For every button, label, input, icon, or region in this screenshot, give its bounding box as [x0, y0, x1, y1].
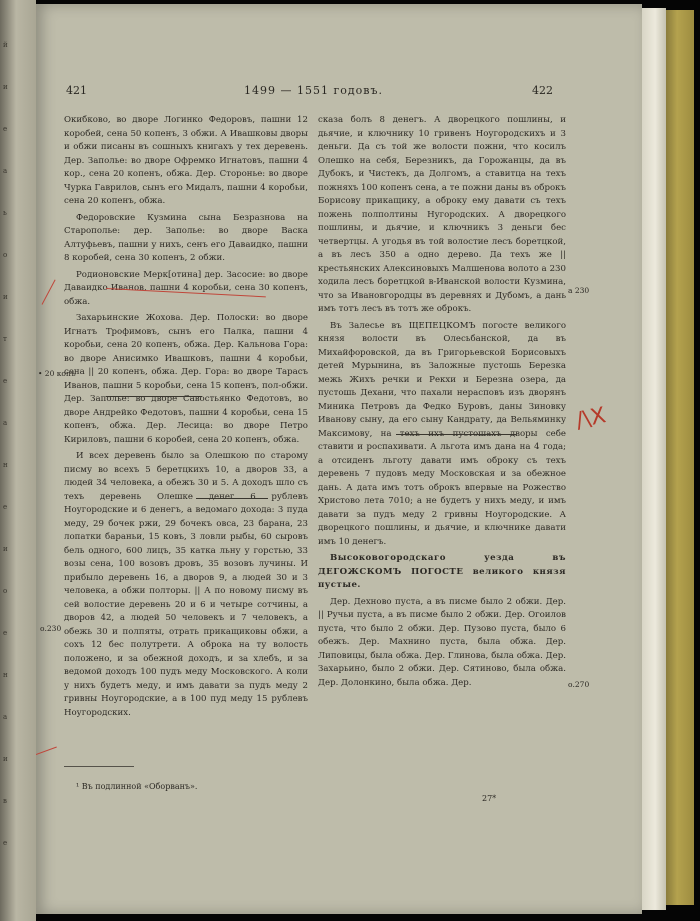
facing-page-fragment: и [3, 755, 8, 763]
facing-page-fragment: и [3, 545, 8, 553]
facing-page-fragment: о [3, 587, 8, 595]
pencil-underline [196, 498, 268, 499]
paragraph: Родионовские Мерк[отина] дер. Засосие: во дворе Даваидко Иванов, пашни 4 коробьи, сена 30 копенъ, обжа. [64, 269, 308, 307]
facing-page-fragment: т [3, 335, 7, 343]
red-pencil-mark [42, 280, 56, 305]
facing-page-fragment: е [3, 839, 8, 847]
pencil-underline [396, 434, 516, 435]
facing-page-fragment: й [3, 41, 8, 49]
margin-note: о.230 [40, 624, 62, 633]
facing-page-fragment: и [3, 293, 8, 301]
book-page [36, 4, 642, 914]
facing-page-fragment: о [3, 251, 8, 259]
margin-note: • 20 копъ [38, 369, 76, 378]
paragraph: Федоровские Кузмина сына Безразнова на Старополье: дер. Заполье: во дворе Васка Алтуфьевъ, пашни у нихъ, сенъ его Даваидко, пашни 8 коробей, сена 30 копенъ, 2 обжи. [64, 212, 308, 263]
right-text-column [318, 114, 566, 693]
paragraph: сказа болъ 8 денегъ. А дворецкого пошлины, и дьячие, и ключнику 10 гривенъ Ноугородскихъ и 3 деньги. Да съ той же волости пожни, что косилъ Олешко на себя, Березникъ, да Горожанцы, да въ Дубокъ, и Чистекъ, да Долгомъ, а ставитца на техъ пожняхъ 100 копенъ сена, а те пожни даны въ оброкъ Борисову прикащику, а оброку ему давати съ техъ пожень полполтины Нугородских. А дворецкого пошлины, и дьячие, и ключникъ 3 деньги бес четвертцы. А угодья въ той волостие лесъ боретцкой, а въ лесъ 350 а одно дерево. Да техъ же || крестьянских Алексиновыхъ Малшенова волото а 230 ходила лесъ боретцкой в-Иванской волости Кузмина, что за Ивановгородцы въ деревнях и Дубомъ, а дань имъ тотъ лесъ въ тотъ же оброкъ. [318, 115, 566, 314]
printer-signature: 27* [482, 794, 497, 803]
facing-page-fragment: в [3, 797, 7, 805]
paragraph: Окибково, во дворе Логинко Федоровъ, пашни 12 коробей, сена 50 копенъ, 3 обжи. А Ивашковы дворы и обжи писаны въ сошныхъ книгахъ у тех деревень. Дер. Заполье: во дворе Офремко Игнатовъ, пашни 4 кор., сена 20 копенъ, обжа. Дер. Сторонье: во дворе Чурка Гаврилов, сынъ его Мидалъ, пашни 4 коробьи, сена 20 копенъ, обжа. [64, 115, 308, 206]
page-edges [642, 8, 666, 910]
facing-page-fragment: а [3, 713, 8, 721]
pencil-underline [106, 396, 202, 397]
book-spine [666, 10, 694, 905]
facing-page-fragment: н [3, 461, 8, 469]
facing-page-fragment: н [3, 671, 8, 679]
running-header [66, 84, 566, 100]
red-handwritten-mark: /\X [573, 403, 609, 434]
paragraph: Дер. Дехново пуста, а въ писме было 2 обжи. Дер. || Ручьи пуста, а въ писме было 2 обжи. Дер. Огоилов пуста, что было 2 обжи. Дер. Пузово пуста, было 6 обежъ. Дер. Махнино пуста, была обжа. Дер. Липовицы, была обжа. Дер. Глинова, была обжа. Дер. Захарьино, было 2 обжи. Дер. Сятиново, была обжа. Дер. Долонкино, была обжа. Дер. [318, 596, 566, 688]
facing-page-fragment: а [3, 167, 8, 175]
section-heading: Высоковогородскаго уезда въ ДЕГОЖСКОМЪ ПОГОСТЕ великого князя пустые. [318, 553, 566, 590]
footnote: ¹ Въ подлинной «Оборванъ». [76, 782, 198, 791]
margin-note: о.270 [568, 680, 590, 689]
facing-page-sliver [0, 0, 36, 921]
facing-page-fragment: е [3, 503, 8, 511]
facing-page-fragment: е [3, 629, 8, 637]
paragraph: И всех деревень было за Олешкою по старому писму во всехъ 5 беретцкихъ 10, а дворов 33, а людей 34 человека, а обежъ 30 и 5. А доходъ шло съ техъ деревень Олешке денег 6 рублевъ Ноугородские и 6 денегъ, а ведомаго дохода: 3 пуда меду, 29 бочек ржи, 29 бочекъ овса, 23 барана, 23 лопатки бараньи, 15 ковъ, 3 ловли рыбы, 60 сыровъ бель одного, 600 лицъ, 35 катка льну у горстью, 33 возы сена, 100 возовъ дровъ, 35 возовъ лучины. И прибыло деревень 16, а дворов 9, а людей 30 и 3 человека, а обжи полторы. || А по новому писму въ сей волостие деревень 20 и 6 и четыре сотчины, а дворов 42, а людей 50 человекъ и 7 человекъ, а обежь 30 и полпяты, отрать прикащиковы обжи, а сохъ 12 бес полутрети. А оброка на ту волость положено, и за обежной доходъ, и за хлебъ, и за ведомой доходъ 100 пудъ меду Московского. А коли у нихъ будетъ меду, и имъ давати за пудъ меду 2 гривны Ноугородские, а в 100 пуд меду 15 рублевъ Ноугородских. [64, 451, 308, 718]
paragraph: Въ Залесье въ ЩЕПЕЦКОМЪ погосте великого князя волости въ Олесьбанской, да въ Михайфоровской, да въ Григорьевской Борисовыхъ детей Мурынина, въ Заложные пустошь Березка межь Жихъ речки и Рекхи и Березна озера, да пустошь Дехани, что пахали нерасповъ изъ дворянъ Миника Петровъ да Федко Буровъ, даны Зиновку Иванову сыну, да его сыну Кандрату, да Вельяминку Максимову, на техъ ихъ пустошахъ дворы себе ставити и роспахивати. А льгота имъ дана на 4 года; а отсиденъ льготу давати имъ оброку съ техъ деревень 7 пудовъ меду Московская и за обежное дань. А дата имъ тотъ оброкъ впервые на Рожество Христово лета 7010; а не будетъ у нихъ меду, и имъ давати за пудъ меду 2 гривны Ноугородские. А дворецкого пошлины, и дьячие, и ключнике давати имъ 10 денегъ. [318, 320, 566, 547]
paragraph: Захарьинские Жохова. Дер. Полоски: во дворе Игнатъ Трофимовъ, сынъ его Палка, пашни 4 коробьи, сена 20 копенъ, обжа. Дер. Кальнова Гора: во дворе Анисимко Ивашковъ, пашни 4 коробьи, сена || 20 копенъ, обжа. Дер. Гора: во дворе Тарасъ Иванов, пашни 5 коробьи, сена 15 копенъ, пол-обжи. Дер. Заполье: во дворе Савостьянко Федотовъ, во дворе Андрейко Федотовъ, пашни 4 коробьи, сена 15 копенъ, обжа. Дер. Лесица: во дворе Петро Кириловъ, пашни 6 коробей, сена 20 копенъ, обжа. [64, 313, 308, 445]
left-text-column [64, 114, 308, 723]
margin-note: а 230 [568, 286, 590, 295]
red-pencil-mark [36, 747, 57, 755]
running-title: 1499 — 1551 годовъ. [244, 84, 383, 97]
facing-page-fragment: ь [3, 209, 7, 217]
page-number-left: 421 [66, 84, 87, 97]
facing-page-fragment: е [3, 125, 8, 133]
facing-page-fragment: а [3, 419, 8, 427]
facing-page-fragment: и [3, 83, 8, 91]
footnote-rule [64, 766, 134, 767]
facing-page-fragment: е [3, 377, 8, 385]
page-number-right: 422 [532, 84, 553, 97]
